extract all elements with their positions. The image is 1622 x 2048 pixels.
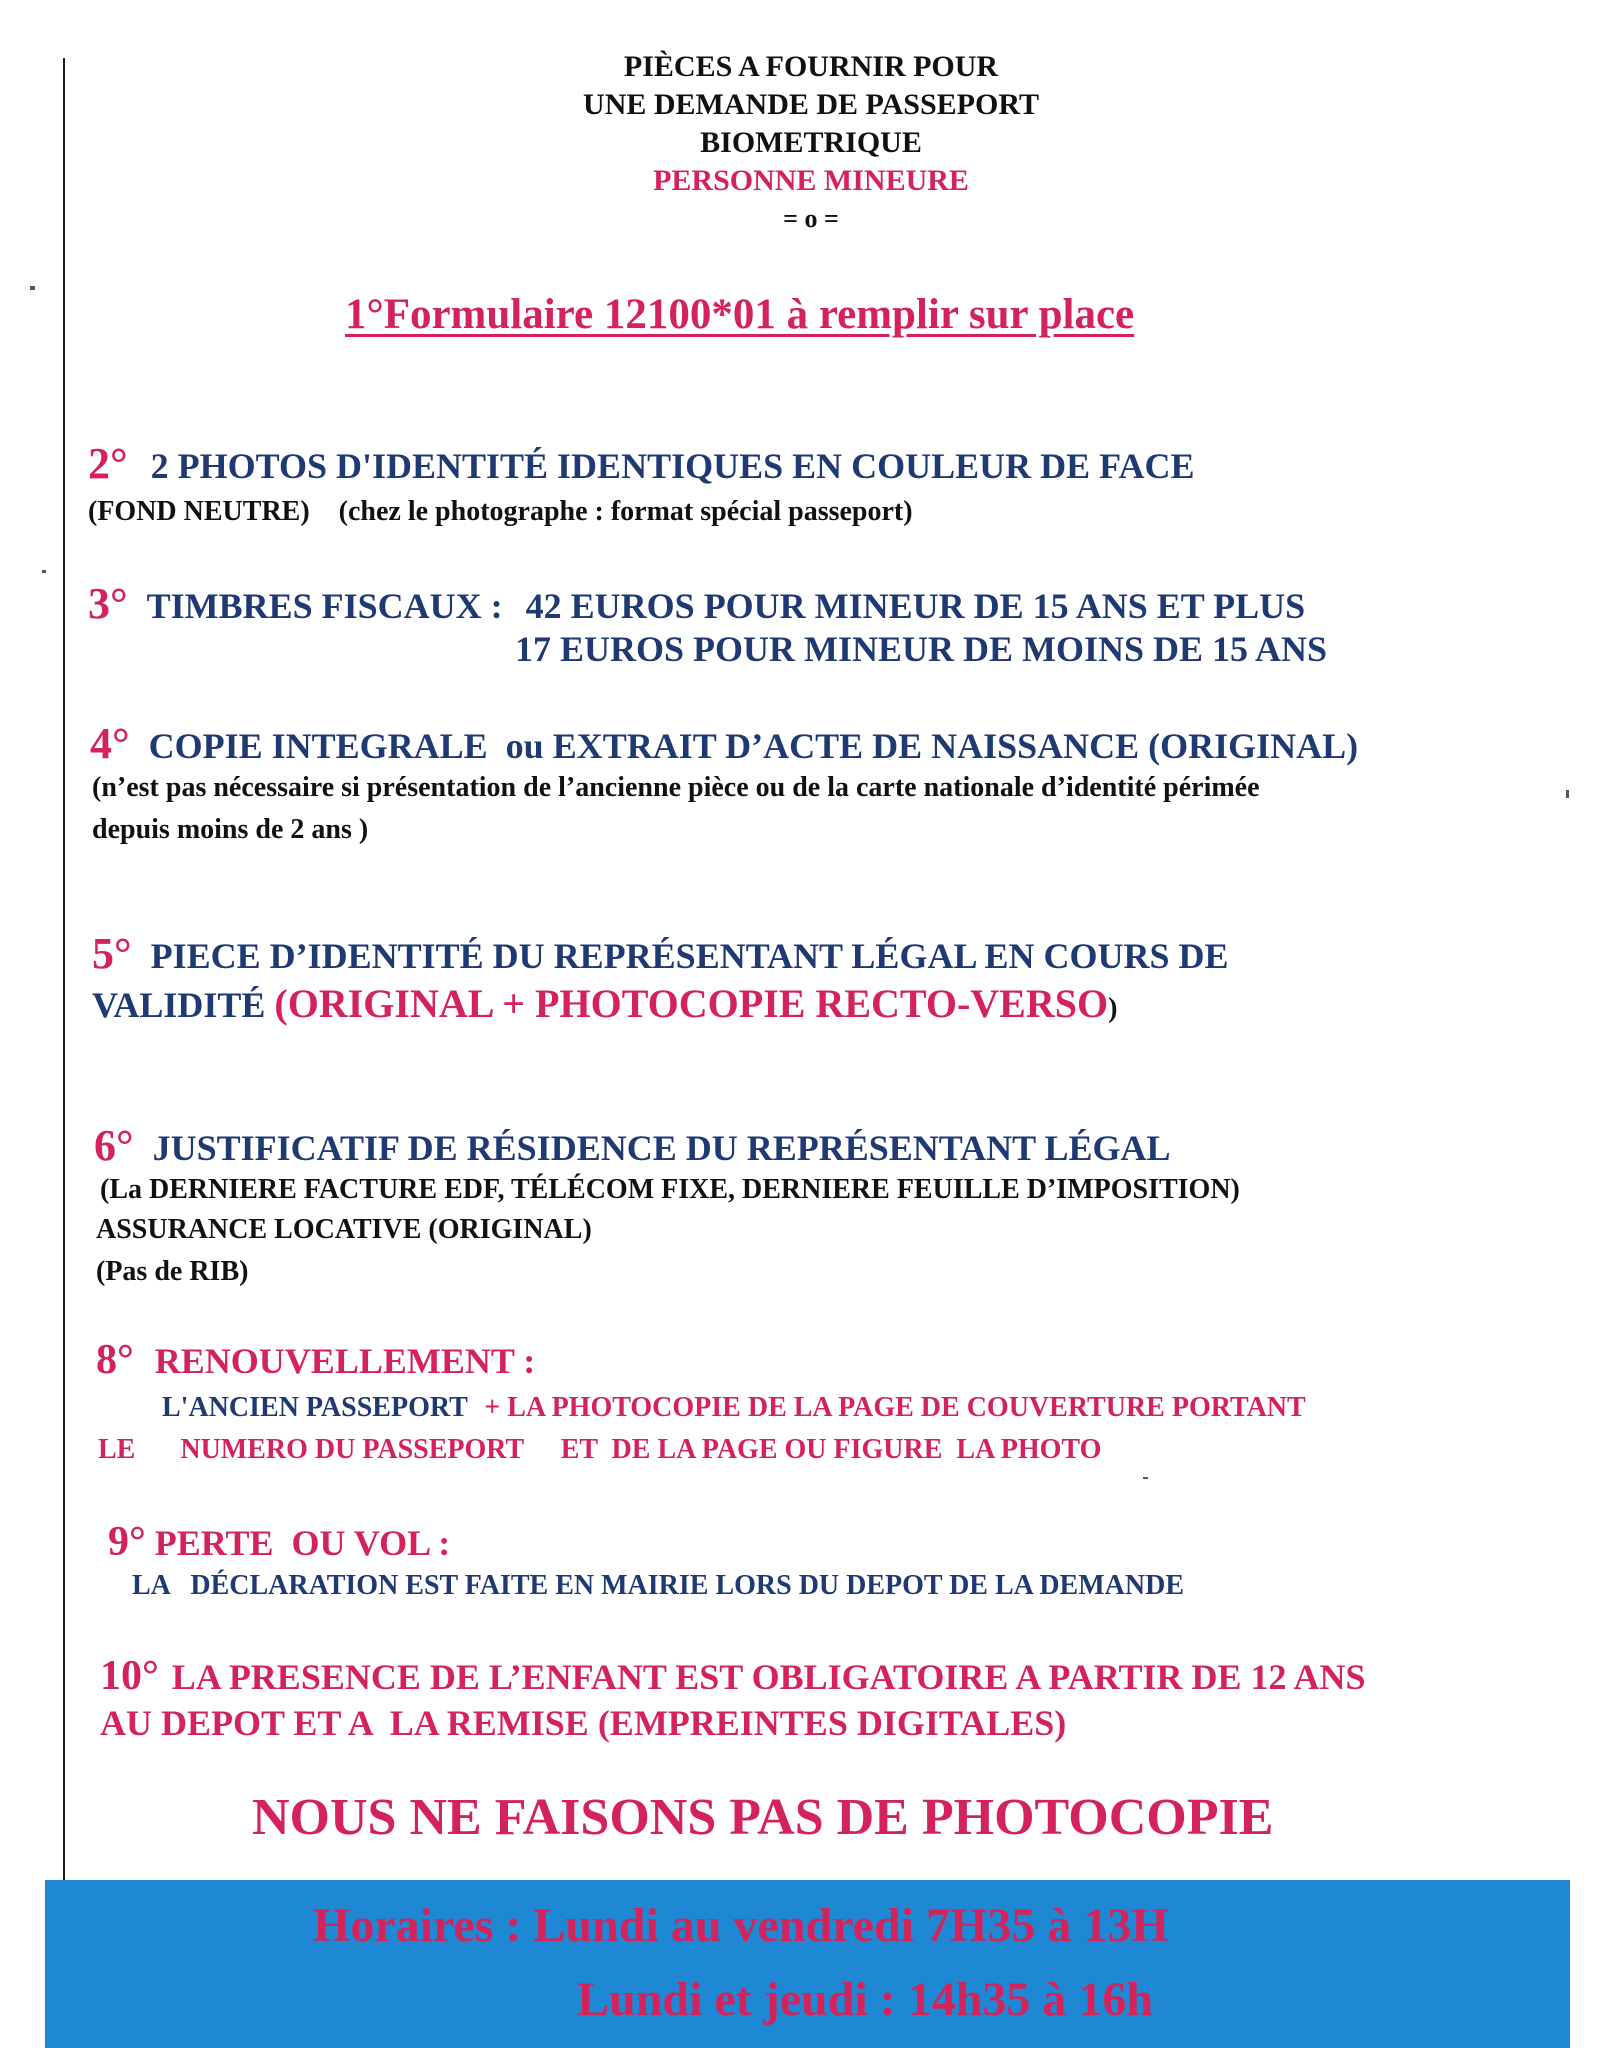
header-line-3: BIOMETRIQUE bbox=[700, 126, 922, 159]
item9-number: 9° bbox=[108, 1519, 146, 1565]
item9-detail: LA DÉCLARATION EST FAITE EN MAIRIE LORS DU DEPOT DE LA DEMANDE bbox=[132, 1570, 1184, 1601]
scan-speck bbox=[1143, 1477, 1148, 1479]
item5-close: ) bbox=[1108, 993, 1118, 1024]
item1-form-title: 1°Formulaire 12100*01 à remplir sur place bbox=[345, 291, 1135, 338]
item6-detail-1: (La DERNIERE FACTURE EDF, TÉLÉCOM FIXE, DERNIERE FEUILLE D’IMPOSITION) bbox=[100, 1174, 1240, 1205]
item6-title: JUSTIFICATIF DE RÉSIDENCE DU REPRÉSENTANT LÉGAL bbox=[152, 1128, 1171, 1168]
item5-number: 5° bbox=[92, 929, 132, 978]
item8-blue-1: L'ANCIEN PASSEPORT bbox=[162, 1392, 468, 1423]
item4-number: 4° bbox=[90, 719, 130, 768]
item2-detail bbox=[88, 496, 913, 528]
item3-title: TIMBRES FISCAUX : bbox=[146, 586, 503, 626]
no-photocopy-notice: NOUS NE FAISONS PAS DE PHOTOCOPIE bbox=[252, 1789, 1274, 1846]
item10-line-1 bbox=[100, 1652, 1366, 1700]
item4-detail-2: depuis moins de 2 ans ) bbox=[92, 814, 369, 845]
scan-speck bbox=[1566, 790, 1569, 798]
item4-heading bbox=[90, 718, 1358, 769]
item10-line-2: AU DEPOT ET A LA REMISE (EMPREINTES DIGITALES) bbox=[100, 1703, 1067, 1743]
item6-detail-2: ASSURANCE LOCATIVE (ORIGINAL) bbox=[96, 1214, 592, 1245]
item6-detail-3: (Pas de RIB) bbox=[96, 1256, 249, 1287]
item8-line-2 bbox=[98, 1434, 1101, 1466]
item2-heading bbox=[88, 438, 1195, 489]
item3-heading bbox=[88, 578, 1305, 629]
item2-number: 2° bbox=[88, 439, 128, 488]
hours-banner bbox=[45, 1880, 1570, 2048]
header-line-2: UNE DEMANDE DE PASSEPORT bbox=[583, 88, 1039, 121]
item5-line-2 bbox=[92, 980, 1117, 1027]
item8-red-2: LE bbox=[98, 1434, 136, 1465]
item8-title: RENOUVELLEMENT : bbox=[154, 1341, 536, 1381]
item4-detail-1: (n’est pas nécessaire si présentation de l’ancienne pièce ou de la carte nationale d’identité périmée bbox=[92, 772, 1260, 803]
item10-text-1: LA PRESENCE DE L’ENFANT EST OBLIGATOIRE A PARTIR DE 12 ANS bbox=[171, 1657, 1366, 1697]
item8-line-1 bbox=[162, 1392, 1306, 1424]
item9-title: PERTE OU VOL : bbox=[154, 1523, 451, 1563]
scan-speck bbox=[30, 286, 35, 290]
item5-title-2: VALIDITÉ bbox=[92, 985, 266, 1025]
item10-number: 10° bbox=[100, 1653, 159, 1699]
item6-heading bbox=[94, 1120, 1171, 1171]
header-line-subtitle: PERSONNE MINEURE bbox=[653, 164, 969, 197]
item2-title: 2 PHOTOS D'IDENTITÉ IDENTIQUES EN COULEUR DE FACE bbox=[150, 446, 1195, 486]
left-border-line bbox=[63, 58, 65, 2048]
item3-line-1: 42 EUROS POUR MINEUR DE 15 ANS ET PLUS bbox=[525, 586, 1306, 626]
hours-line-1: Horaires : Lundi au vendredi 7H35 à 13H bbox=[313, 1899, 1169, 1952]
item8-number: 8° bbox=[96, 1337, 134, 1383]
item3-line-2: 17 EUROS POUR MINEUR DE MOINS DE 15 ANS bbox=[515, 629, 1328, 669]
item8-blue-2: NUMERO DU PASSEPORT bbox=[180, 1434, 524, 1465]
item6-number: 6° bbox=[94, 1121, 134, 1170]
item9-heading bbox=[108, 1518, 450, 1566]
header-line-1: PIÈCES A FOURNIR POUR bbox=[623, 50, 999, 83]
item2-detail-a: (FOND NEUTRE) bbox=[88, 496, 310, 527]
item8-red-3: ET DE LA PAGE OU FIGURE LA PHOTO bbox=[560, 1434, 1102, 1465]
item5-heading bbox=[92, 928, 1229, 979]
item2-detail-b: (chez le photographe : format spécial passeport) bbox=[338, 496, 913, 527]
hours-line-2: Lundi et jeudi : 14h35 à 16h bbox=[577, 1973, 1154, 2026]
header-separator: = o = bbox=[783, 204, 839, 233]
scan-speck bbox=[42, 570, 46, 573]
item5-red-part: (ORIGINAL + PHOTOCOPIE RECTO-VERSO bbox=[274, 981, 1109, 1026]
item8-heading bbox=[96, 1336, 535, 1384]
item3-number: 3° bbox=[88, 579, 128, 628]
item5-title-1: PIECE D’IDENTITÉ DU REPRÉSENTANT LÉGAL EN COURS DE bbox=[150, 936, 1229, 976]
item8-red-1: + LA PHOTOCOPIE DE LA PAGE DE COUVERTURE PORTANT bbox=[484, 1392, 1306, 1423]
item4-title: COPIE INTEGRALE ou EXTRAIT D’ACTE DE NAISSANCE (ORIGINAL) bbox=[148, 726, 1359, 766]
